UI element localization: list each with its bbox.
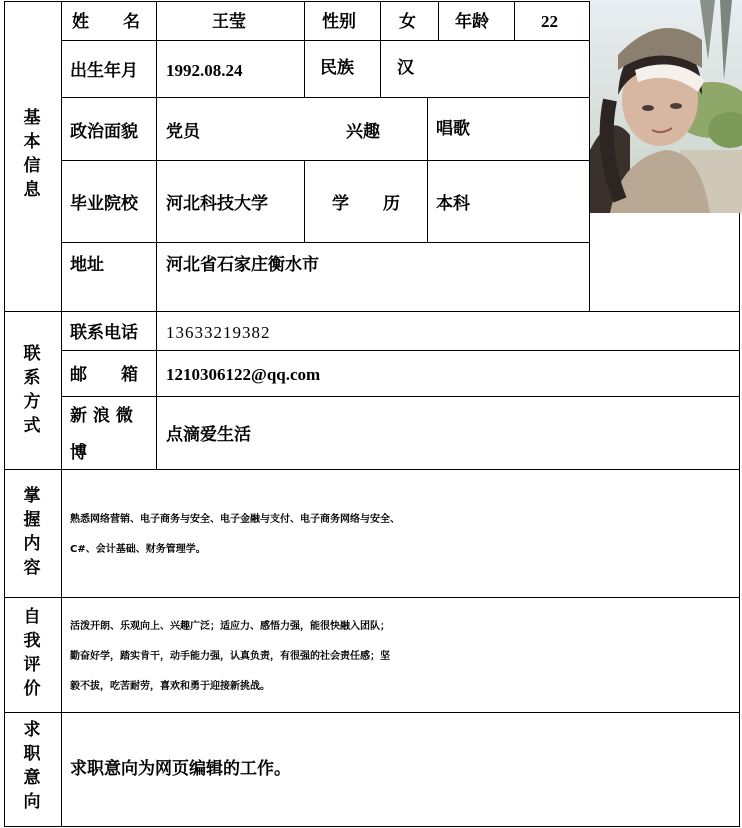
self-eval-line-1: 活泼开朗、乐观向上、兴趣广泛；适应力、感悟力强，能很快融入团队； xyxy=(70,621,390,632)
job-text: 求职意向为网页编辑的工作。 xyxy=(70,759,291,779)
grid-line xyxy=(62,396,740,397)
email-label: 邮 箱 xyxy=(70,365,138,385)
grid-line xyxy=(380,1,381,97)
grid-line xyxy=(62,97,590,98)
ethnicity-label: 民族 xyxy=(320,58,354,78)
ethnicity-value: 汉 xyxy=(397,58,414,78)
school-label: 毕业院校 xyxy=(70,194,138,214)
school-value: 河北科技大学 xyxy=(166,194,268,214)
weibo-label-line2: 博 xyxy=(70,443,87,463)
grid-line xyxy=(62,242,590,243)
weibo-label-line1: 新 浪 微 xyxy=(70,406,133,426)
grid-line xyxy=(438,1,439,40)
phone-value: 13633219382 xyxy=(166,323,271,342)
grid-line xyxy=(304,160,305,242)
section-label-skills: 掌 握 内 容 xyxy=(23,486,41,578)
grid-line xyxy=(62,350,740,351)
grid-line xyxy=(62,160,590,161)
skills-line-1: 熟悉网络营销、电子商务与安全、电子金融与支付、电子商务网络与安全、 xyxy=(70,514,400,525)
grid-line xyxy=(62,40,590,41)
name-value: 王莹 xyxy=(212,12,246,32)
age-value: 22 xyxy=(541,12,558,31)
grid-line xyxy=(4,1,5,827)
section-label-self-eval: 自 我 评 价 xyxy=(23,607,41,699)
self-eval-text xyxy=(70,612,740,702)
section-label-basic: 基 本 信 息 xyxy=(23,108,41,200)
gender-value: 女 xyxy=(399,12,416,32)
section-label-contact: 联 系 方 式 xyxy=(23,344,41,436)
hobby-value: 唱歌 xyxy=(436,119,470,139)
address-value: 河北省石家庄衡水市 xyxy=(166,255,319,275)
email-value[interactable]: 1210306122@qq.com xyxy=(166,365,321,384)
political-value: 党员 xyxy=(166,122,200,142)
degree-label: 学 历 xyxy=(332,194,400,214)
weibo-value: 点滴爱生活 xyxy=(166,425,251,445)
grid-line xyxy=(156,1,157,469)
grid-line xyxy=(61,1,62,827)
grid-line xyxy=(4,469,740,470)
birth-label: 出生年月 xyxy=(70,61,138,81)
hobby-label: 兴趣 xyxy=(346,122,380,142)
skills-line-2: C#、会计基础、财务管理学。 xyxy=(70,544,206,555)
self-eval-line-3: 毅不拔，吃苦耐劳，喜欢和勇于迎接新挑战。 xyxy=(70,681,270,692)
degree-value: 本科 xyxy=(436,194,470,214)
grid-line xyxy=(4,712,740,713)
skills-text xyxy=(70,505,740,565)
political-label: 政治面貌 xyxy=(70,122,138,142)
grid-line xyxy=(427,97,428,242)
age-label: 年龄 xyxy=(455,12,489,32)
grid-line xyxy=(304,1,305,97)
name-label: 姓 名 xyxy=(72,12,140,32)
self-eval-line-2: 勤奋好学，踏实肯干，动手能力强，认真负责，有很强的社会责任感；坚 xyxy=(70,651,390,662)
grid-line xyxy=(514,1,515,40)
gender-label: 性别 xyxy=(322,12,356,32)
grid-line xyxy=(4,597,740,598)
birth-value: 1992.08.24 xyxy=(166,61,243,80)
phone-label: 联系电话 xyxy=(70,323,138,343)
grid-line xyxy=(4,826,740,827)
address-label: 地址 xyxy=(70,255,104,275)
profile-photo xyxy=(590,0,742,213)
grid-line xyxy=(4,311,740,312)
section-label-job: 求 职 意 向 xyxy=(23,720,41,812)
